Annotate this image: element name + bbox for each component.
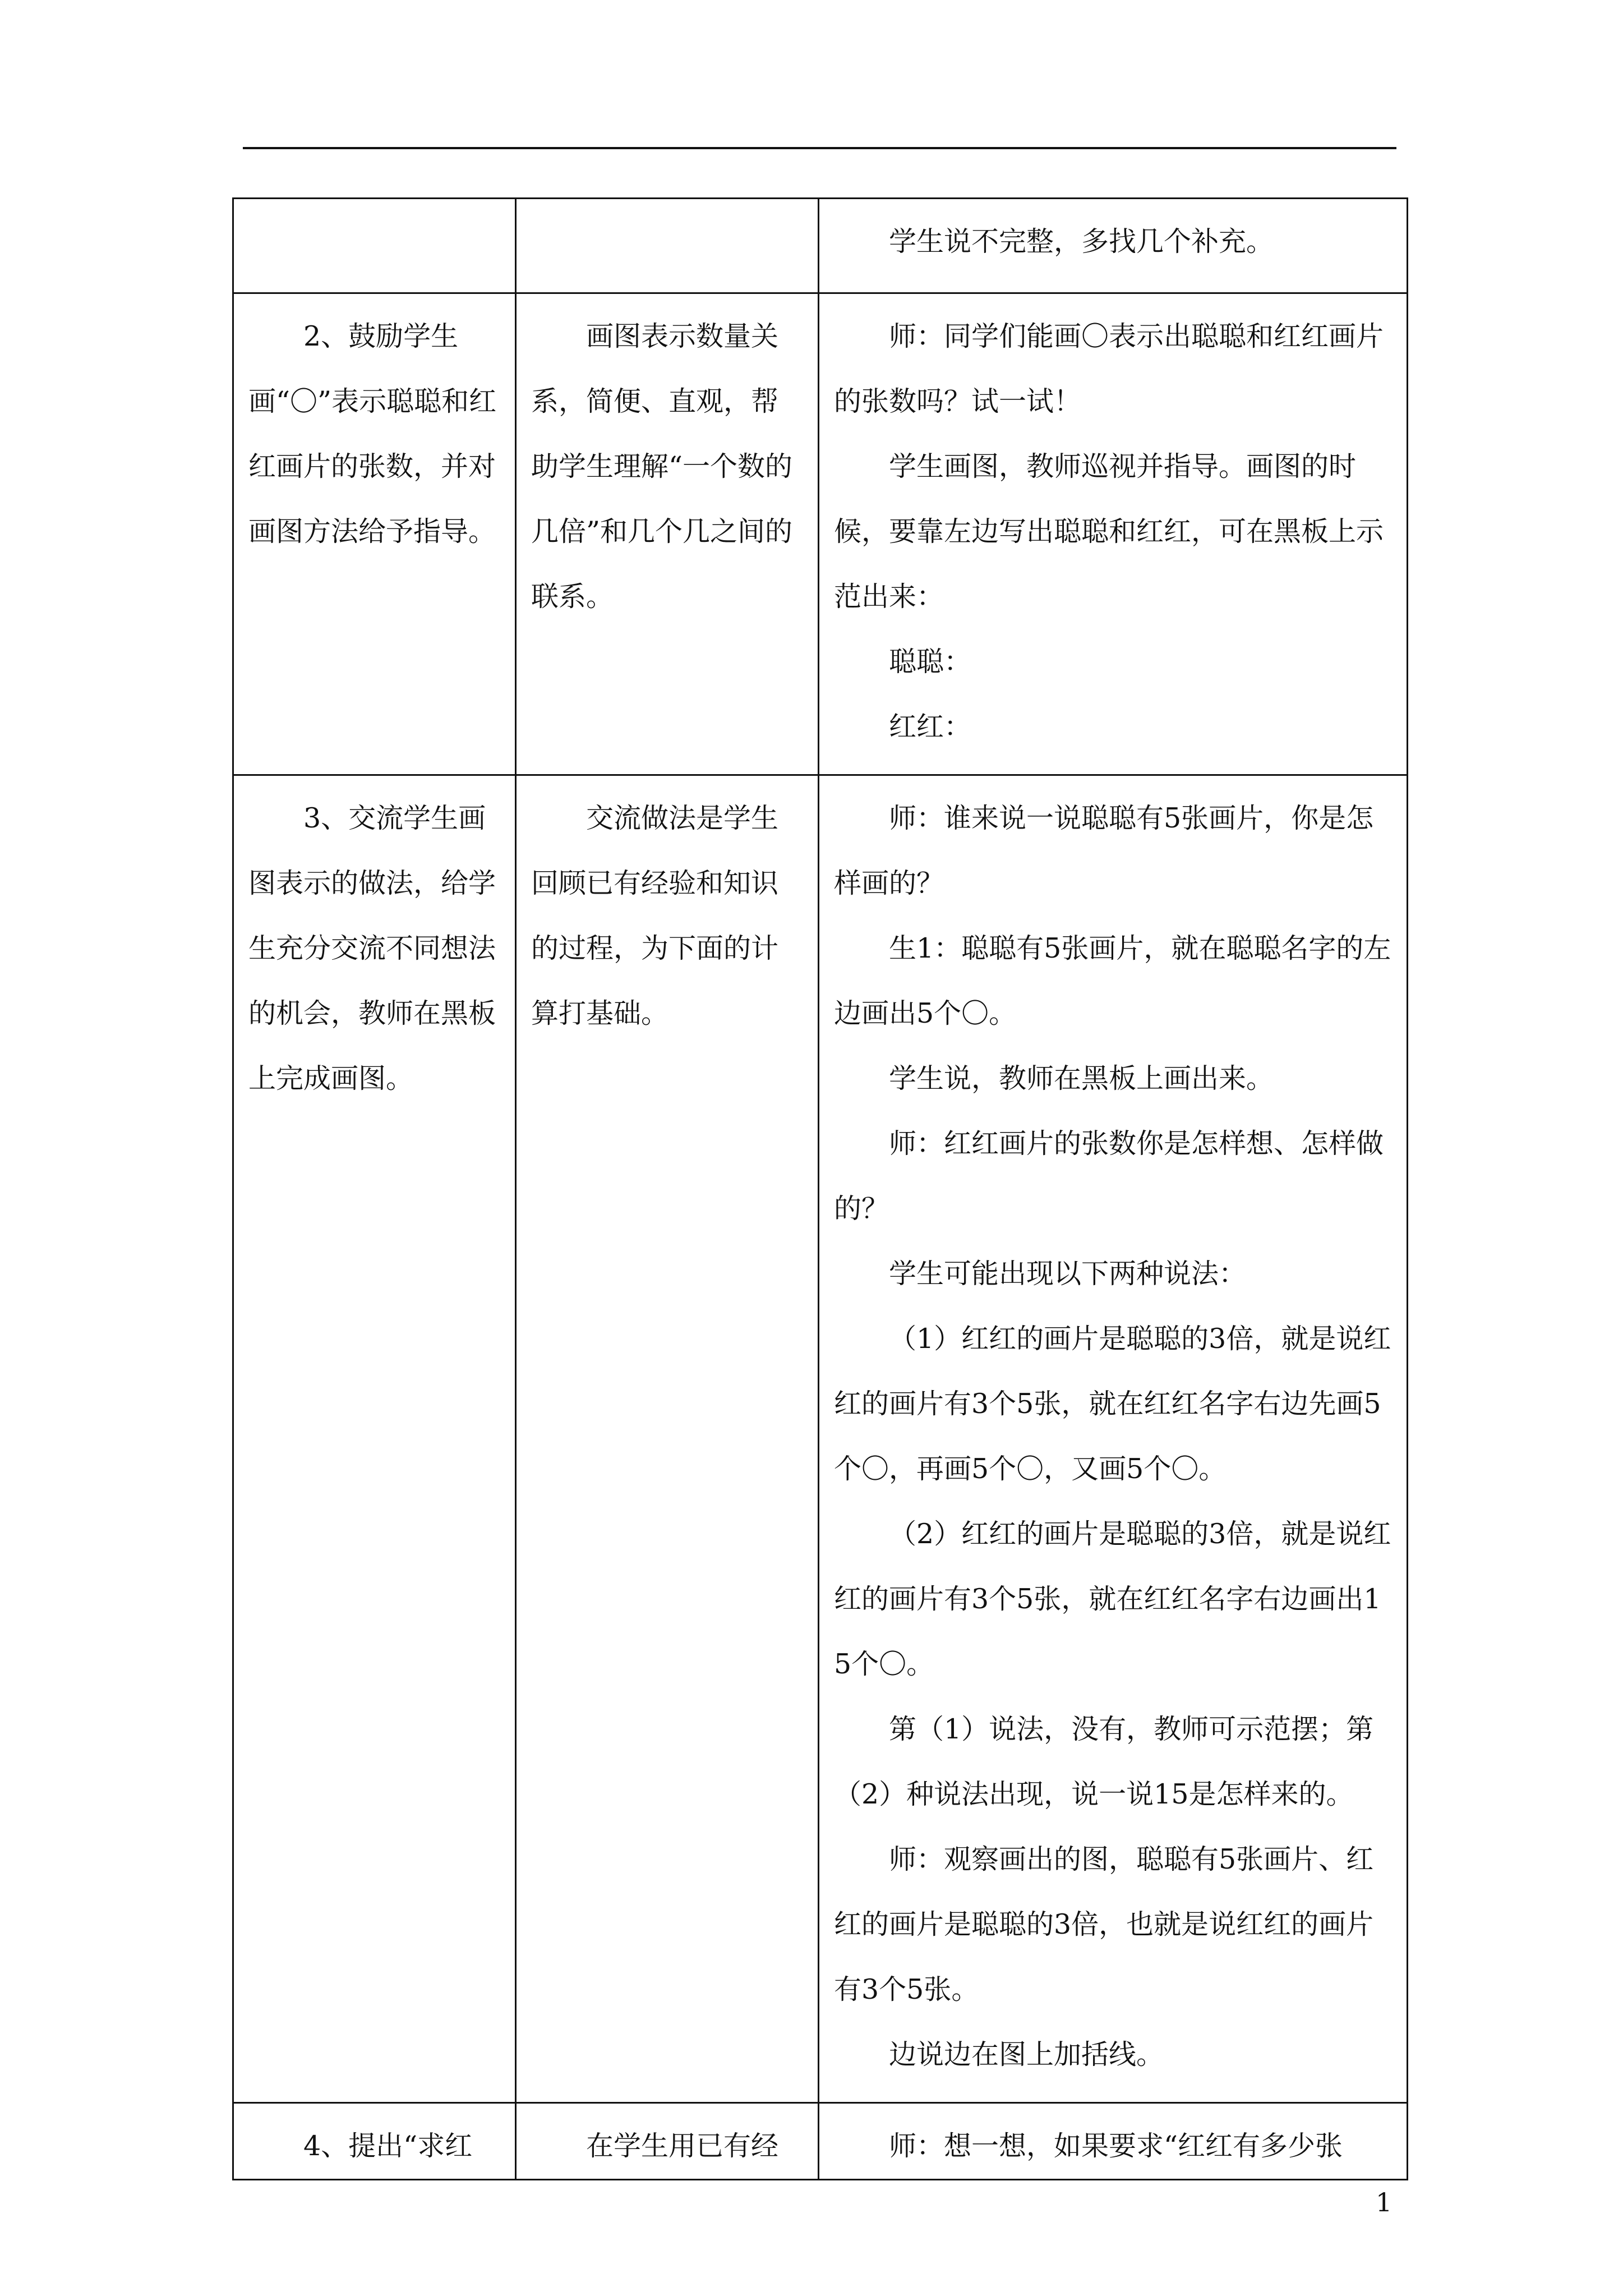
header-rule — [243, 147, 1396, 149]
page-number: 1 — [1376, 2187, 1393, 2217]
teaching-step-cell: 3、交流学生画图表示的做法，给学生充分交流不同想法的机会，教师在黑板上完成画图。 — [233, 775, 516, 2103]
design-intent-cell — [516, 199, 819, 293]
teaching-step-cell: 4、提出“求红 — [233, 2103, 516, 2180]
teaching-process-cell: 师：谁来说一说聪聪有5张画片，你是怎样画的？ 生1：聪聪有5张画片，就在聪聪名字的左边画出5个〇。 学生说，教师在黑板上画出来。 师：红红画片的张数你是怎样想、怎样做的？ 学生可能出现以下两种说法： （1）红红的画片是聪聪的3倍，就是说红红的画片有3个5张，就在红红名字右边先画5个〇，再画5个〇，又画5个〇。 （2）红红的画片是聪聪的3倍，就是说红红的画片有3个5张，就在红红名字右边画出15个〇。 第（1）说法，没有，教师可示范摆；第（2）种说法出现，说一说15是怎样来的。 师：观察画出的图，聪聪有5张画片、红红的画片是聪聪的3倍，也就是说红红的画片有3个5张。 边说边在图上加括线。 — [819, 775, 1408, 2103]
design-intent-cell: 交流做法是学生回顾已有经验和知识的过程，为下面的计算打基础。 — [516, 775, 819, 2103]
design-intent-cell: 在学生用已有经 — [516, 2103, 819, 2180]
table-row — [233, 293, 1408, 775]
design-intent-cell: 画图表示数量关系，简便、直观，帮助学生理解“一个数的几倍”和几个几之间的联系。 — [516, 293, 819, 775]
teaching-step-cell — [233, 199, 516, 293]
teaching-process-cell: 师：想一想，如果要求“红红有多少张 — [819, 2103, 1408, 2180]
table-row — [233, 199, 1408, 293]
table-row — [233, 2103, 1408, 2180]
table-row — [233, 775, 1408, 2103]
teaching-process-cell: 师：同学们能画〇表示出聪聪和红红画片的张数吗？试一试！ 学生画图，教师巡视并指导。画图的时候，要靠左边写出聪聪和红红，可在黑板上示范出来： 聪聪： 红红： — [819, 293, 1408, 775]
teaching-step-cell: 2、鼓励学生画“〇”表示聪聪和红红画片的张数，并对画图方法给予指导。 — [233, 293, 516, 775]
lesson-plan-table — [232, 197, 1408, 2180]
teaching-process-cell: 学生说不完整，多找几个补充。 — [819, 199, 1408, 293]
